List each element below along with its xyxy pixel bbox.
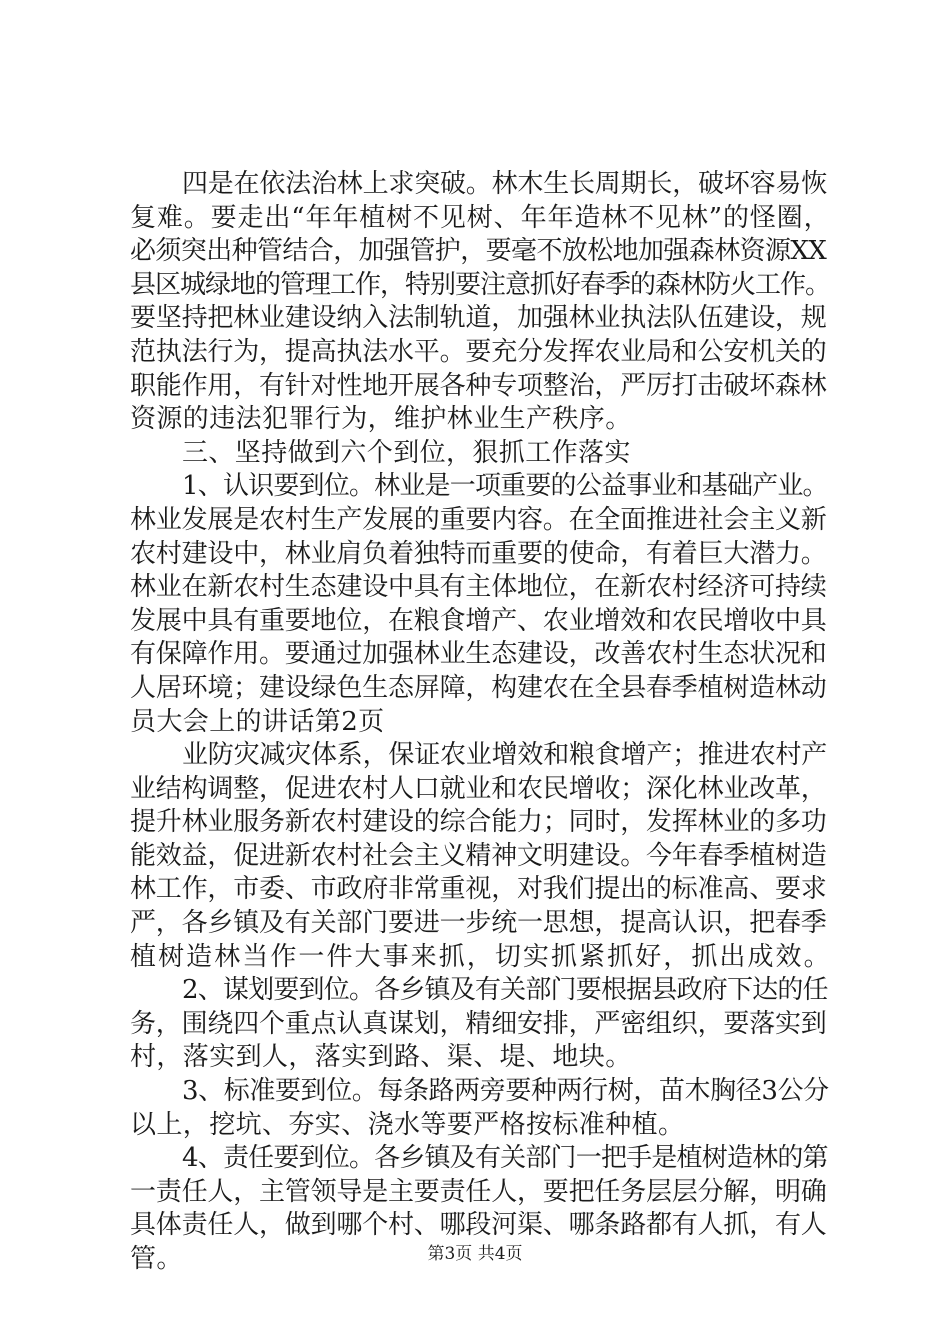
document-body — [130, 168, 830, 1277]
text-line: 村，落实到人，落实到路、渠、堤、地块。 — [130, 1042, 632, 1073]
text-line: 3、标准要到位。每条路两旁要种两行树，苗木胸径3公分 — [182, 1076, 829, 1107]
text-line: 1、认识要到位。林业是一项重要的公益事业和基础产业。 — [182, 471, 828, 502]
text-line: 职能作用，有针对性地开展各种专项整治，严厉打击破坏森林 — [130, 370, 827, 401]
text-line: 一责任人，主管领导是主要责任人，要把任务层层分解，明确 — [130, 1176, 827, 1207]
text-line: 员大会上的讲话第2页 — [130, 706, 385, 737]
text-line: 植树造林当作一件大事来抓，切实抓紧抓好，抓出成效。 — [130, 941, 830, 972]
text-line: 务，围绕四个重点认真谋划，精细安排，严密组织，要落实到 — [130, 1008, 827, 1039]
text-line: 三、坚持做到六个到位，狠抓工作落实 — [182, 437, 631, 468]
text-line: 林业在新农村生态建设中具有主体地位，在新农村经济可持续 — [130, 572, 827, 603]
text-line: 四是在依法治林上求突破。林木生长周期长，破坏容易恢 — [182, 169, 828, 199]
text-line: 提升林业服务新农村建设的综合能力；同时，发挥林业的多功 — [130, 807, 827, 838]
text-line: 以上，挖坑、夯实、浇水等要严格按标准种植。 — [130, 1109, 685, 1140]
text-line: 县区城绿地的管理工作，特别要注意抓好春季的森林防火工作。 — [130, 269, 830, 300]
text-line: 管。 — [130, 1244, 183, 1274]
text-line: 严，各乡镇及有关部门要进一步统一思想，提高认识，把春季 — [130, 908, 827, 939]
text-line: 4、责任要到位。各乡镇及有关部门一把手是植树造林的第 — [182, 1143, 828, 1174]
text-line: 有保障作用。要通过加强林业生态建设，改善农村生态状况和 — [130, 639, 827, 670]
text-line: 业防灾减灾体系，保证农业增效和粮食增产；推进农村产 — [182, 740, 828, 771]
text-line: 2、谋划要到位。各乡镇及有关部门要根据县政府下达的任 — [182, 975, 828, 1006]
text-line: 农村建设中，林业肩负着独特而重要的使命，有着巨大潜力。 — [130, 538, 827, 569]
text-line: 资源的违法犯罪行为，维护林业生产秩序。 — [130, 404, 632, 435]
text-line: 林工作，市委、市政府非常重视，对我们提出的标准高、要求 — [130, 874, 827, 905]
text-line: 林业发展是农村生产发展的重要内容。在全面推进社会主义新 — [130, 504, 827, 535]
text-line: 必须突出种管结合，加强管护，要毫不放松地加强森林资源XX — [130, 236, 827, 267]
text-line: 能效益，促进新农村社会主义精神文明建设。今年春季植树造 — [130, 840, 827, 871]
text-line: 发展中具有重要地位，在粮食增产、农业增效和农民增收中具 — [130, 605, 827, 636]
text-line: 具体责任人，做到哪个村、哪段河渠、哪条路都有人抓，有人 — [130, 1210, 827, 1241]
text-line: 要坚持把林业建设纳入法制轨道，加强林业执法队伍建设，规 — [130, 303, 827, 334]
text-line: 复难。要走出“年年植树不见树、年年造林不见林”的怪圈， — [130, 202, 830, 233]
text-line: 范执法行为，提高执法水平。要充分发挥农业局和公安机关的 — [130, 336, 827, 367]
text-line: 人居环境；建设绿色生态屏障，构建农在全县春季植树造林动 — [130, 672, 827, 703]
page-footer: 第3页 共4页 — [427, 1244, 523, 1264]
text-line: 业结构调整，促进农村人口就业和农民增收；深化林业改革， — [130, 773, 827, 804]
